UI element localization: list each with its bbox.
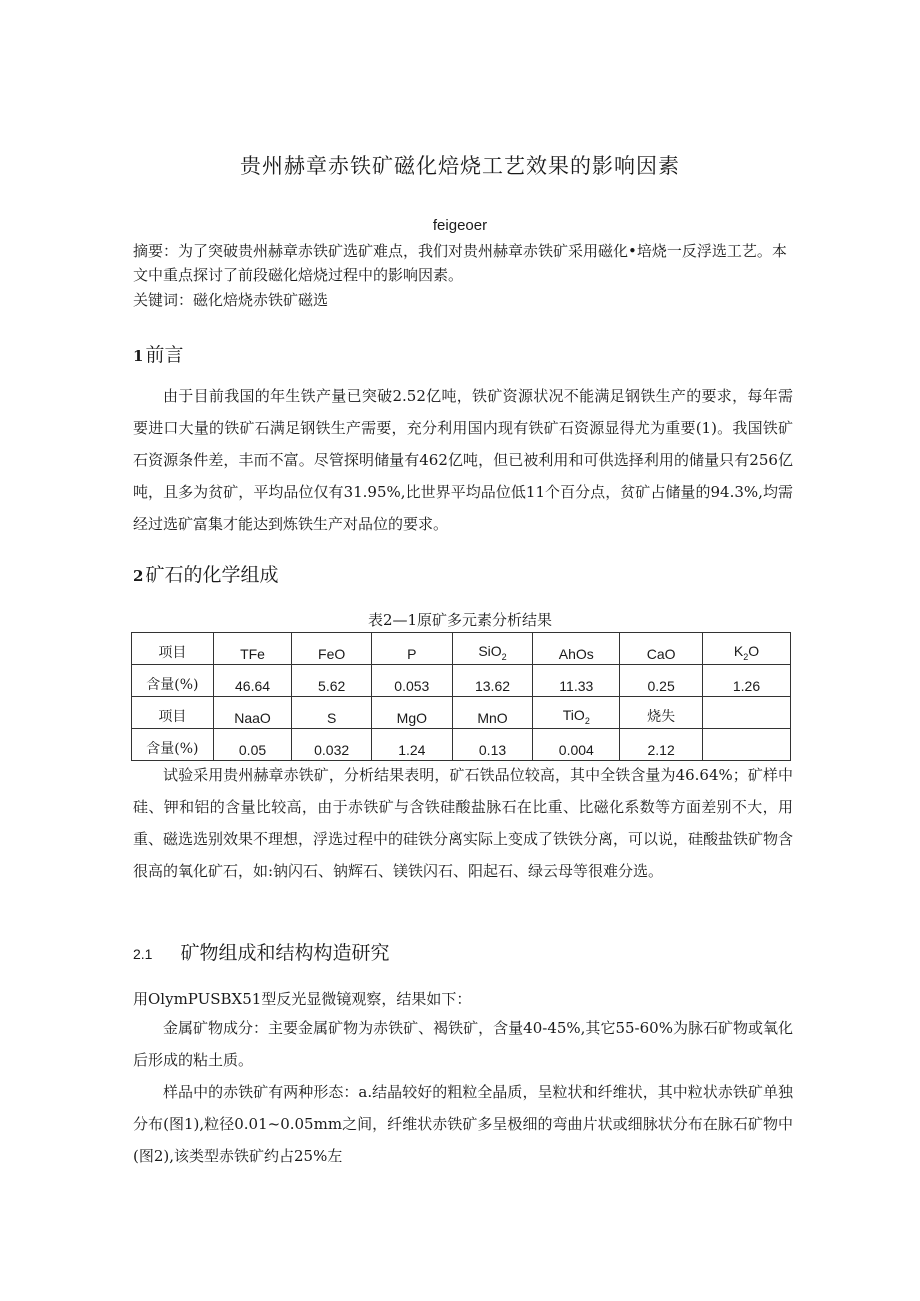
formula: SiO [478, 643, 502, 660]
section-title: 矿石的化学组成 [145, 564, 279, 586]
table-row [132, 665, 791, 697]
table-cell: 1.26 [703, 665, 791, 697]
formula: TiO [562, 707, 585, 724]
section-2-1-paragraph-2: 样品中的赤铁矿有两种形态：a.结晶较好的粗粒全晶质，呈粒状和纤维状，其中粒状赤铁矿单独分布(图1),粒径0.01~0.05mm之间，纤维状赤铁矿多呈极细的弯曲片状或细脉状分布在脉石矿物中(图2),该类型赤铁矿约占25%左 [133, 1083, 793, 1165]
table-cell: 0.053 [371, 665, 452, 697]
section-1-heading [133, 340, 183, 367]
row-label: 项目 [132, 697, 214, 729]
section-number: 2 [133, 567, 144, 585]
row-label: 含量(%) [132, 729, 214, 761]
table-cell [533, 697, 620, 729]
section-2-heading [133, 560, 278, 587]
table-cell: 0.05 [213, 729, 292, 761]
subscript: 2 [743, 652, 749, 662]
subscript: 2 [501, 652, 507, 662]
table-cell: S [292, 697, 372, 729]
row-label: 项目 [132, 633, 214, 665]
table-row [132, 633, 791, 665]
subscript: 2 [584, 716, 590, 726]
table-cell: 5.62 [292, 665, 372, 697]
table-cell: 1.24 [371, 729, 452, 761]
table-cell: 0.004 [533, 729, 620, 761]
row-label: 含量(%) [132, 665, 214, 697]
table-cell [703, 729, 791, 761]
table-cell: MgO [371, 697, 452, 729]
table-row [132, 697, 791, 729]
table-cell: CaO [620, 633, 703, 665]
formula-tail: O [748, 643, 760, 660]
section-2-paragraph: 试验采用贵州赫章赤铁矿，分析结果表明，矿石铁品位较高，其中全铁含量为46.64%；矿样中硅、钾和铝的含量比较高，由于赤铁矿与含铁硅酸盐脉石在比重、比磁化系数等方面差别不大，用重、磁选选别效果不理想，浮选过程中的硅铁分离实际上变成了铁铁分离，可以说，硅酸盐铁矿物含很高的氧化矿石，如:钠闪石、钠辉石、镁铁闪石、阳起石、绿云母等很难分选。 [133, 766, 794, 880]
table-caption: 表2—1原矿多元素分析结果 [367, 611, 553, 629]
table-cell: 46.64 [213, 665, 292, 697]
table-cell: MnO [452, 697, 533, 729]
table-cell [703, 697, 791, 729]
table-cell: TFe [213, 633, 292, 665]
section-2-1-paragraph-1: 金属矿物成分：主要金属矿物为赤铁矿、褐铁矿，含量40-45%,其它55-60%为脉石矿物或氧化后形成的粘土质。 [133, 1019, 793, 1069]
table-cell: AhOs [533, 633, 620, 665]
section-2-1-heading [133, 938, 389, 965]
element-analysis-table [131, 632, 791, 761]
keywords: 关键词：磁化焙烧赤铁矿磁选 [133, 291, 329, 309]
table-row [132, 729, 791, 761]
section-title: 矿物组成和结构构造研究 [180, 942, 390, 964]
table-cell [452, 633, 533, 665]
table-cell: NaaO [213, 697, 292, 729]
section-number: 1 [133, 347, 144, 365]
page-title: 贵州赫章赤铁矿磁化焙烧工艺效果的影响因素 [240, 154, 680, 178]
formula: K [733, 643, 744, 660]
section-number: 2.1 [133, 946, 153, 962]
section-2-1-intro: 用OlymPUSBX51型反光显微镜观察，结果如下： [133, 990, 472, 1008]
abstract: 摘要：为了突破贵州赫章赤铁矿选矿难点，我们对贵州赫章赤铁矿采用磁化•培烧一反浮选工艺。本文中重点探讨了前段磁化焙烧过程中的影响因素。 [133, 242, 787, 284]
table-cell: 11.33 [533, 665, 620, 697]
author: feigeoer [432, 217, 488, 234]
table-cell: P [371, 633, 452, 665]
table-cell: 0.13 [452, 729, 533, 761]
section-1-paragraph: 由于目前我国的年生铁产量已突破2.52亿吨，铁矿资源状况不能满足钢铁生产的要求，每年需要进口大量的铁矿石满足钢铁生产需要，充分利用国内现有铁矿石资源显得尤为重要(1)。我国铁矿石资源条件差，丰而不富。尽管探明储量有462亿吨，但已被利用和可供选择利用的储量只有256亿吨，且多为贫矿，平均品位仅有31.95%,比世界平均品位低11个百分点，贫矿占储量的94.3%,均需经过选矿富集才能达到炼铁生产对品位的要求。 [133, 387, 793, 533]
section-title: 前言 [145, 344, 184, 366]
table-cell: 0.25 [620, 665, 703, 697]
table-cell: 0.032 [292, 729, 372, 761]
table-cell [703, 633, 791, 665]
table-cell: 烧失 [620, 697, 703, 729]
table-cell: 13.62 [452, 665, 533, 697]
table-cell: FeO [292, 633, 372, 665]
table-cell: 2.12 [620, 729, 703, 761]
